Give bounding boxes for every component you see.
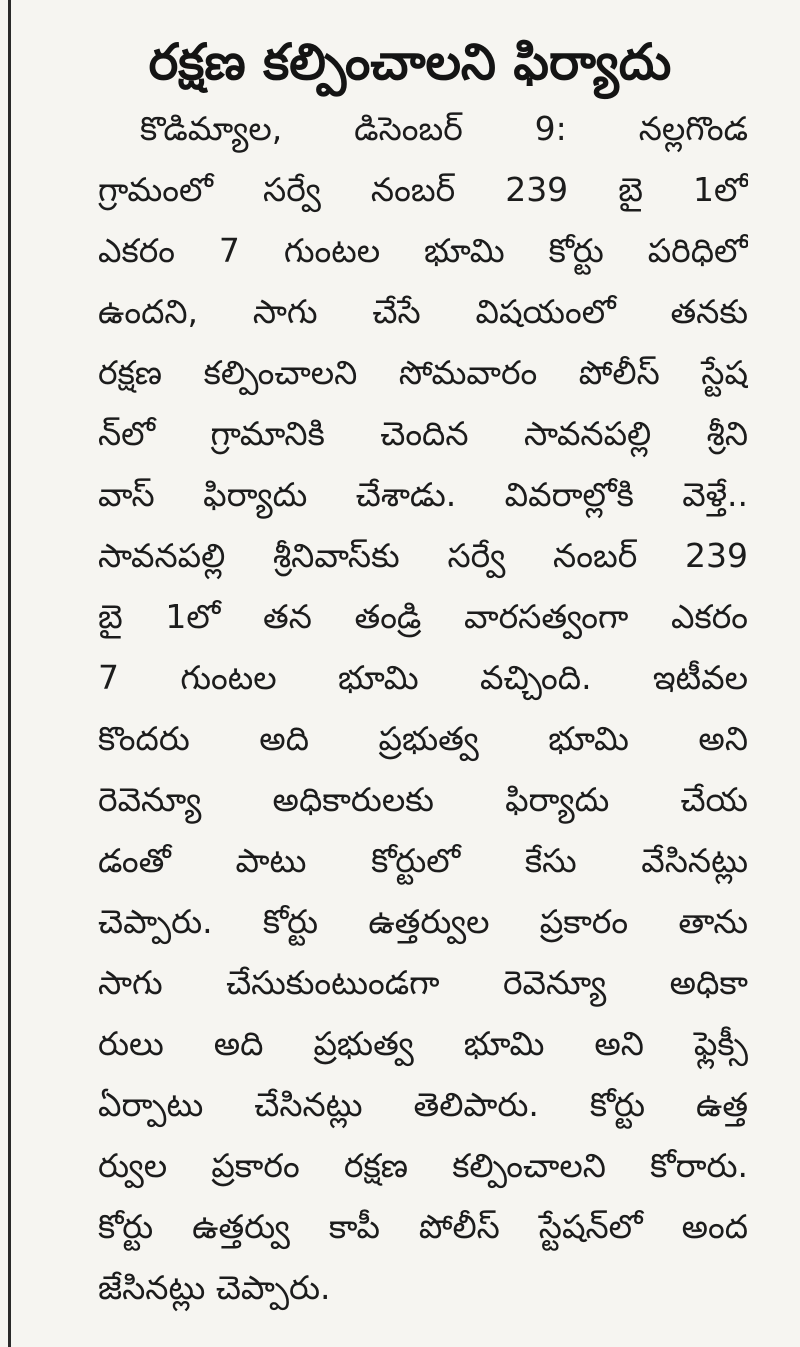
- article-line: డంతో పాటు కోర్టులో కేసు వేసినట్లు: [98, 841, 748, 880]
- article-line: కోర్టు ఉత్తర్వు కాపీ పోలీస్ స్టేషన్‌లో అంద: [98, 1207, 748, 1246]
- article-line: గ్రామంలో సర్వే నంబర్ 239 బై 1లో: [98, 170, 748, 209]
- article-line: కొడిమ్యాల, డిసెంబర్ 9: నల్లగొండ: [140, 109, 748, 148]
- article-line: రెవెన్యూ అధికారులకు ఫిర్యాదు చేయ: [98, 780, 748, 819]
- article-line: ర్వుల ప్రకారం రక్షణ కల్పించాలని కోరారు.: [98, 1146, 748, 1185]
- article-line: ఎకరం 7 గుంటల భూమి కోర్టు పరిధిలో: [98, 231, 748, 270]
- article-line: సాగు చేసుకుంటుండగా రెవెన్యూ అధికా: [98, 963, 748, 1002]
- article-line: వాస్ ఫిర్యాదు చేశాడు. వివరాల్లోకి వెళ్తే..: [98, 475, 748, 514]
- article-line: రులు అది ప్రభుత్వ భూమి అని ఫ్లెక్సీ: [98, 1024, 748, 1063]
- article-line: సావనపల్లి శ్రీనివాస్‌కు సర్వే నంబర్ 239: [98, 536, 748, 575]
- article-line: ఏర్పాటు చేసినట్లు తెలిపారు. కోర్టు ఉత్త: [98, 1085, 748, 1124]
- article-line: న్‌లో గ్రామానికి చెందిన సావనపల్లి శ్రీని: [98, 414, 748, 453]
- column-divider: [8, 0, 11, 1347]
- article-line: చెప్పారు. కోర్టు ఉత్తర్వుల ప్రకారం తాను: [98, 902, 748, 941]
- article-line: కొందరు అది ప్రభుత్వ భూమి అని: [98, 719, 748, 758]
- article-line: 7 గుంటల భూమి వచ్చింది. ఇటీవల: [98, 658, 748, 697]
- article-body: [98, 98, 748, 1318]
- article-line: బై 1లో తన తండ్రి వారసత్వంగా ఎకరం: [98, 597, 748, 636]
- article-line: ఉందని, సాగు చేసే విషయంలో తనకు: [98, 292, 748, 331]
- article-line: రక్షణ కల్పించాలని సోమవారం పోలీస్ స్టేష: [98, 353, 748, 392]
- article-headline: రక్షణ కల్పించాలని ఫిర్యాదు: [148, 33, 672, 91]
- article-line: జేసినట్లు చెప్పారు.: [98, 1268, 331, 1307]
